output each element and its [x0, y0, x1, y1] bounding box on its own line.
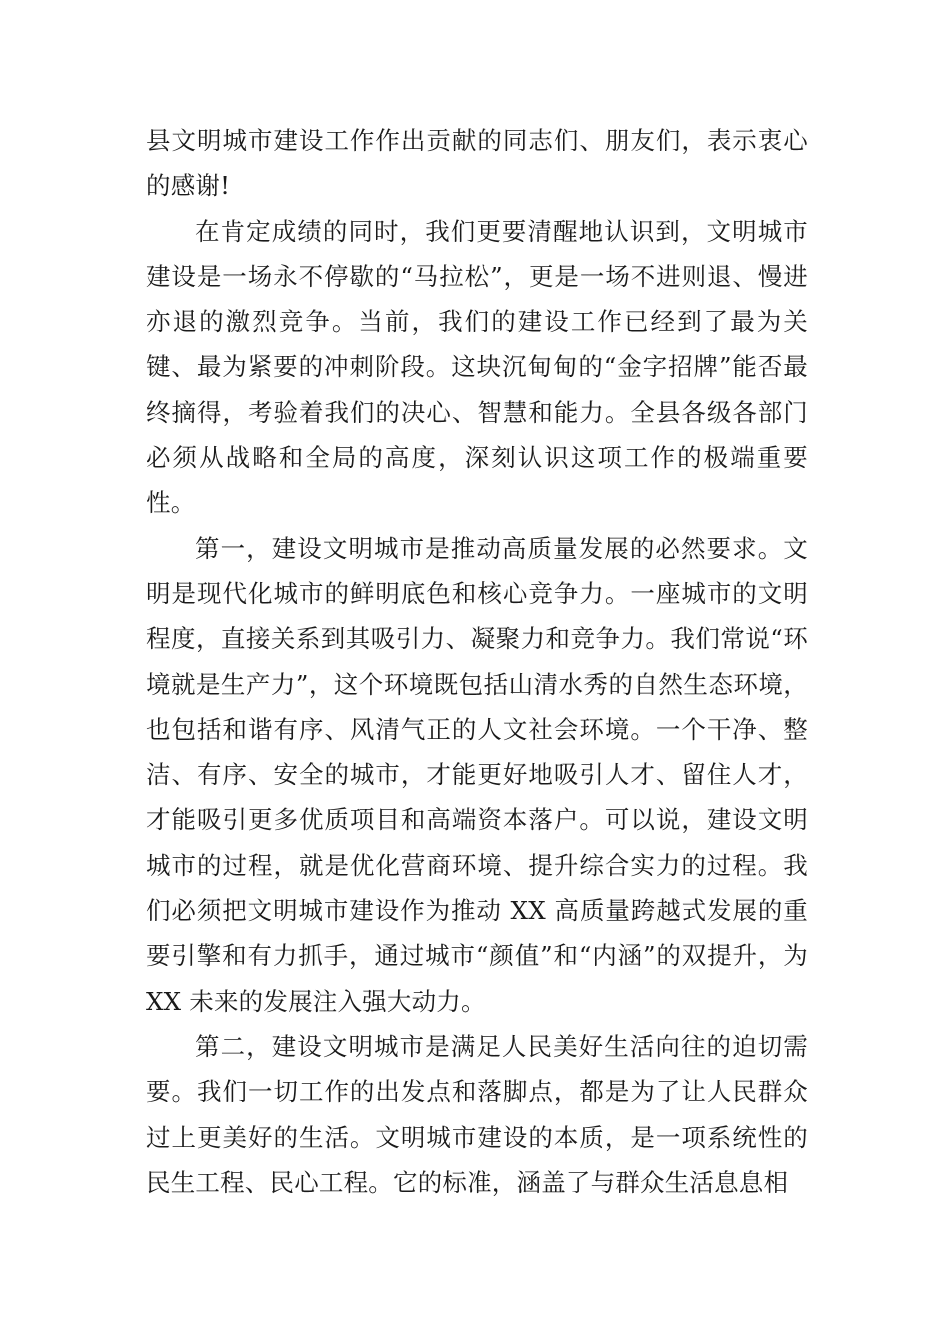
paragraph-second-point: 第二，建设文明城市是满足人民美好生活向往的迫切需要。我们一切工作的出发点和落脚点，都是为了让人民群众过上更美好的生活。文明城市建设的本质，是一项系统性的民生工程、民心工程。它的标准，涵盖了与群众生活息息相: [146, 1031, 808, 1197]
paragraph-recognition: 在肯定成绩的同时，我们更要清醒地认识到，文明城市建设是一场永不停歇的“马拉松”，更是一场不进则退、慢进亦退的激烈竞争。当前，我们的建设工作已经到了最为关键、最为紧要的冲刺阶段。这块沉甸甸的“金字招牌”能否最终摘得，考验着我们的决心、智慧和能力。全县各级各部门必须从战略和全局的高度，深刻认识这项工作的极端重要性。: [146, 216, 808, 518]
document-body: [146, 118, 808, 1205]
paragraph-continuation: 县文明城市建设工作作出贡献的同志们、朋友们，表示衷心的感谢!: [146, 126, 808, 201]
paragraph-first-point: 第一，建设文明城市是推动高质量发展的必然要求。文明是现代化城市的鲜明底色和核心竞争力。一座城市的文明程度，直接关系到其吸引力、凝聚力和竞争力。我们常说“环境就是生产力”，这个环境既包括山清水秀的自然生态环境，也包括和谐有序、风清气正的人文社会环境。一个干净、整洁、有序、安全的城市，才能更好地吸引人才、留住人才，才能吸引更多优质项目和高端资本落户。可以说，建设文明城市的过程，就是优化营商环境、提升综合实力的过程。我们必须把文明城市建设作为推动 XX 高质量跨越式发展的重要引擎和有力抓手，通过城市“颜值”和“内涵”的双提升，为 XX 未来的发展注入强大动力。: [146, 533, 808, 1016]
